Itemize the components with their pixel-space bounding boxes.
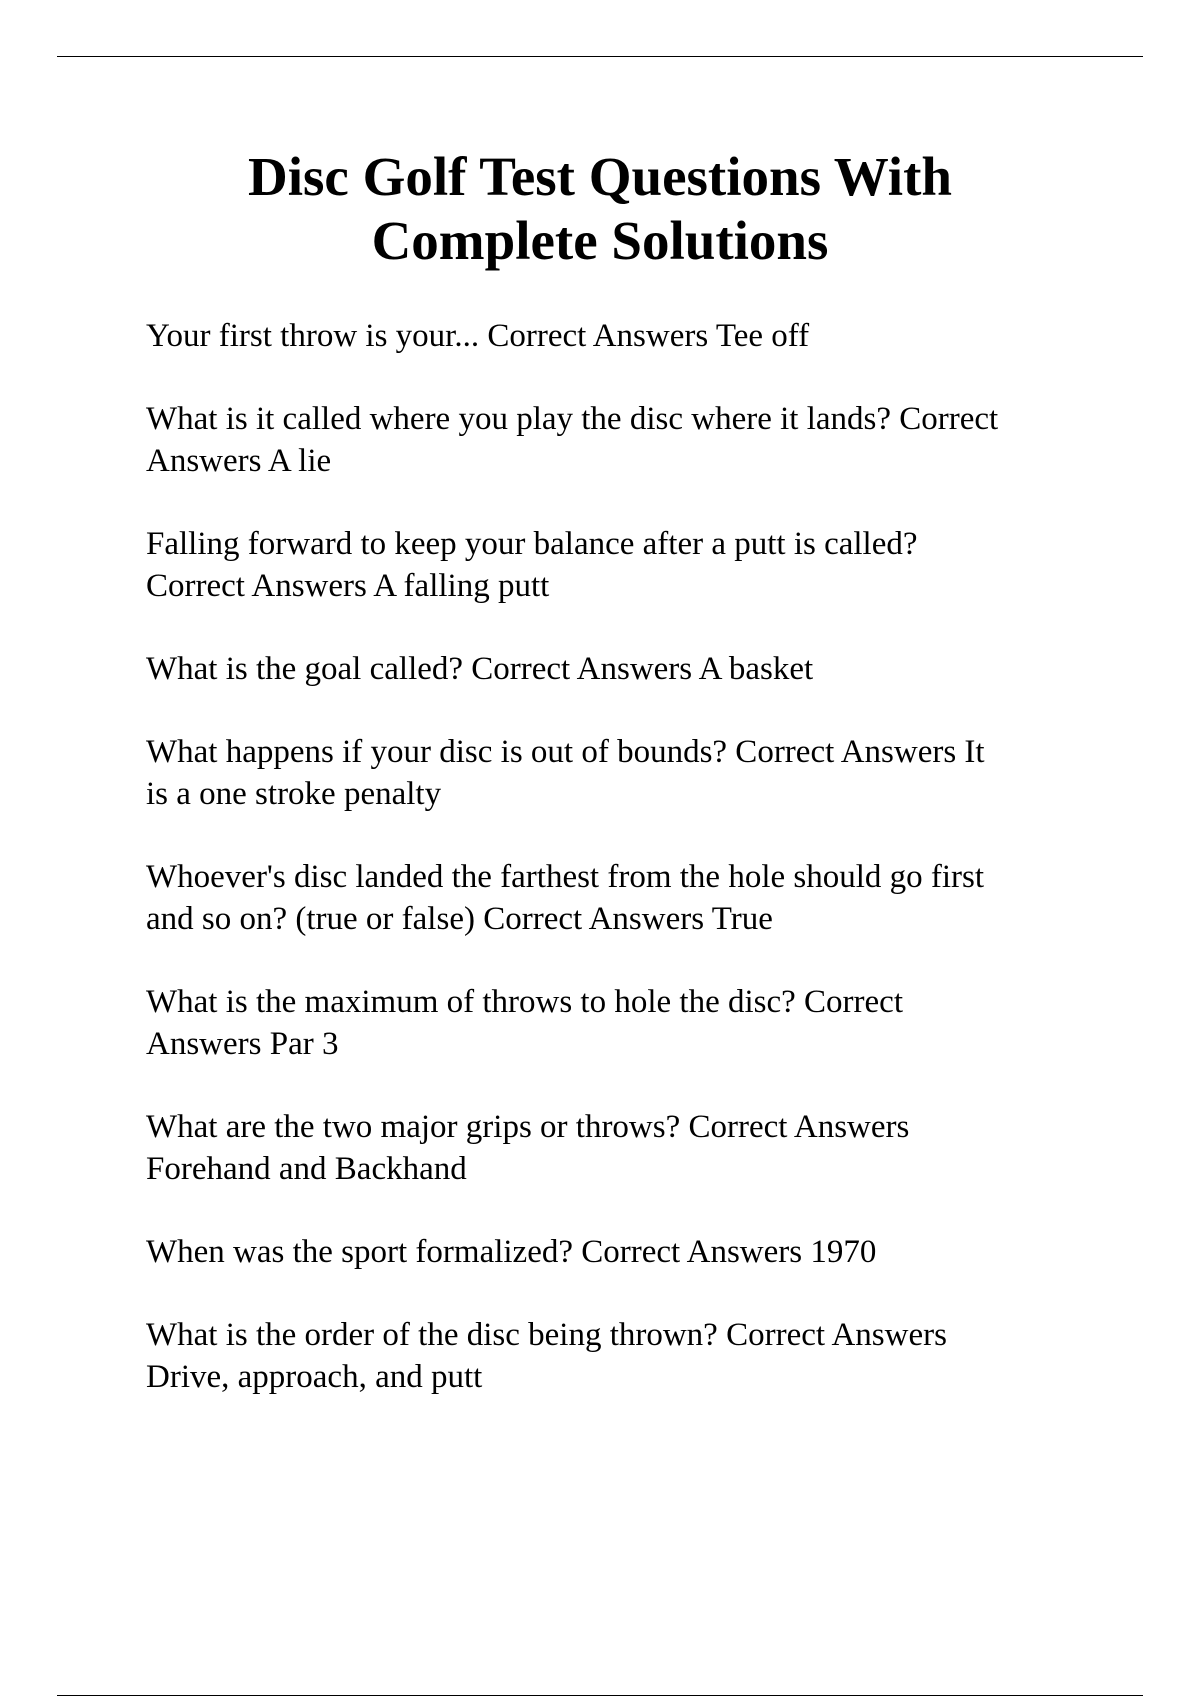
qa-item: What is it called where you play the disc where it lands? Correct Answers A lie: [146, 401, 999, 479]
qa-item: What is the goal called? Correct Answers A basket: [146, 651, 814, 687]
top-divider: [57, 56, 1143, 57]
qa-item: When was the sport formalized? Correct Answers 1970: [146, 1234, 877, 1270]
page-title: Disc Golf Test Questions With Complete Solutions: [248, 146, 952, 271]
qa-item: What is the maximum of throws to hole the disc? Correct Answers Par 3: [146, 984, 903, 1062]
question-answer-list: [146, 315, 1096, 1439]
qa-item: What happens if your disc is out of bounds? Correct Answers It is a one stroke penalty: [146, 734, 985, 812]
qa-item: What are the two major grips or throws? Correct Answers Forehand and Backhand: [146, 1109, 910, 1187]
qa-item: Your first throw is your... Correct Answers Tee off: [146, 318, 810, 354]
bottom-divider: [57, 1695, 1143, 1696]
qa-item: What is the order of the disc being thrown? Correct Answers Drive, approach, and putt: [146, 1317, 947, 1395]
qa-item: Falling forward to keep your balance after a putt is called? Correct Answers A falling putt: [146, 526, 918, 604]
qa-item: Whoever's disc landed the farthest from the hole should go first and so on? (true or false) Correct Answers True: [146, 859, 985, 937]
